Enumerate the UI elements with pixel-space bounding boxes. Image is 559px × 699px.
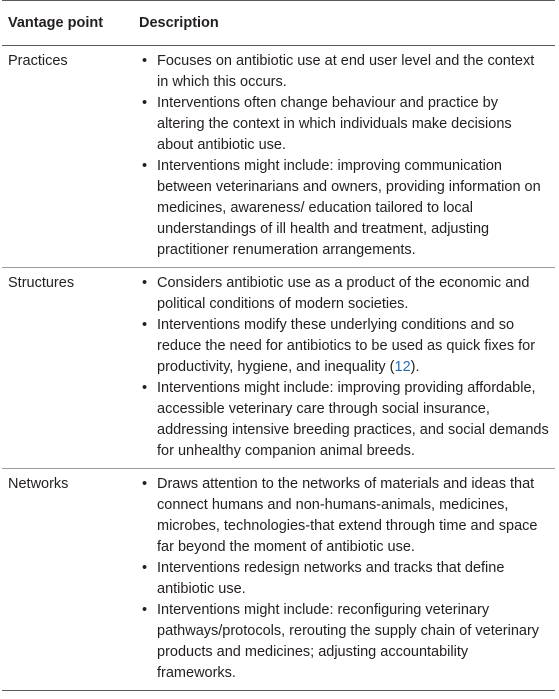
list-item: • Interventions often change behaviour and practice by altering the context in which individuals make decisions about antibiotic use.	[139, 93, 555, 156]
table-row	[2, 268, 555, 469]
vantage-point-cell: Networks	[2, 469, 139, 691]
table-row	[2, 46, 555, 268]
description-cell	[139, 268, 555, 469]
description-cell	[139, 469, 555, 691]
bullet-list	[139, 51, 555, 261]
list-item-text: Interventions modify these underlying conditions and so reduce the need for antibiotics to be used as quick fixes for productivity, hygiene, and inequality (	[157, 317, 536, 375]
header-row	[2, 1, 555, 46]
vantage-point-cell: Practices	[2, 46, 139, 268]
bullet-list	[139, 273, 555, 462]
table-row	[2, 469, 555, 691]
table-body	[2, 46, 555, 691]
list-item: • Focuses on antibiotic use at end user level and the context in which this occurs.	[139, 51, 555, 93]
citation-link[interactable]: 12	[394, 359, 411, 375]
list-item	[139, 315, 555, 378]
header-vantage-point: Vantage point	[2, 1, 139, 46]
bullet-list	[139, 474, 555, 684]
description-cell	[139, 46, 555, 268]
vantage-point-table	[2, 0, 555, 691]
list-item: • Interventions redesign networks and tracks that define antibiotic use.	[139, 558, 555, 600]
header-description: Description	[139, 1, 555, 46]
table-header	[2, 1, 555, 46]
list-item: • Interventions might include: reconfiguring veterinary pathways/protocols, rerouting the supply chain of veterinary products and medicines; adjusting accountability frameworks.	[139, 600, 555, 684]
list-item-text-end: ).	[410, 359, 420, 375]
list-item: • Considers antibiotic use as a product of the economic and political conditions of modern societies.	[139, 273, 555, 315]
list-item: • Draws attention to the networks of materials and ideas that connect humans and non-humans-animals, medicines, microbes, technologies-that extend through time and space far beyond the moment of antibiotic use.	[139, 474, 555, 558]
list-item: • Interventions might include: improving providing affordable, accessible veterinary care through social insurance, addressing intensive breeding practices, and social demands for unhealthy companion animal breeds.	[139, 378, 555, 462]
list-item: • Interventions might include: improving communication between veterinarians and owners, providing information on medicines, awareness/ education tailored to local understandings of ill health and treatment, adjusting practitioner renumeration arrangements.	[139, 156, 555, 261]
table	[2, 0, 555, 691]
vantage-point-cell: Structures	[2, 268, 139, 469]
